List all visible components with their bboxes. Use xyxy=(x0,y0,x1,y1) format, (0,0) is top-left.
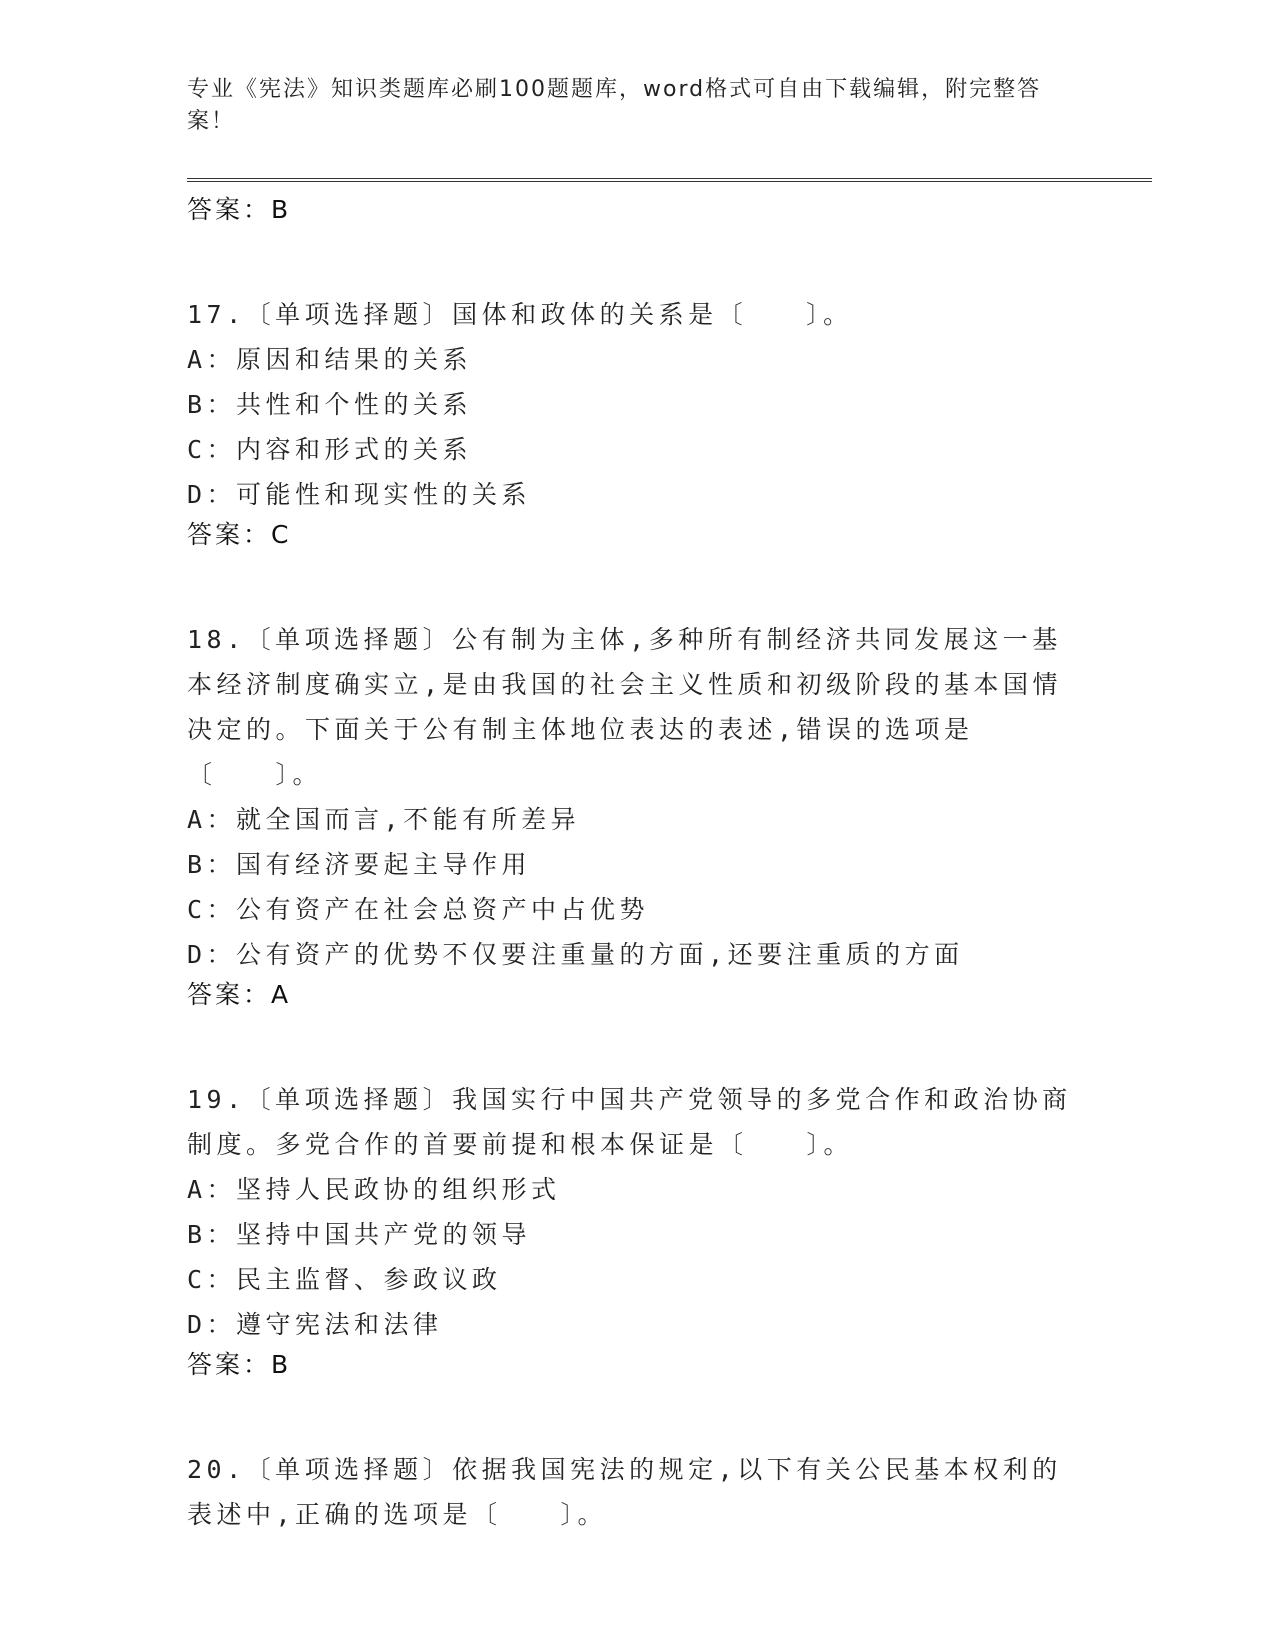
option-c: C：内容和形式的关系 xyxy=(187,435,473,464)
question-stem: 17.〔单项选择题〕国体和政体的关系是〔 〕。 xyxy=(187,300,853,329)
option-d: D：公有资产的优势不仅要注重量的方面,还要注重质的方面 xyxy=(187,940,964,969)
question-item xyxy=(187,617,1087,1013)
question-item xyxy=(187,1077,1087,1383)
option-d: D：可能性和现实性的关系 xyxy=(187,480,532,509)
question-list xyxy=(187,192,1087,1537)
option-c: C：民主监督、参政议政 xyxy=(187,1265,502,1294)
option-b: B：国有经济要起主导作用 xyxy=(187,850,532,879)
header-divider xyxy=(187,178,1152,182)
question-stem: 20.〔单项选择题〕依据我国宪法的规定,以下有关公民基本权利的表述中,正确的选项是〔 〕。 xyxy=(187,1455,1062,1529)
answer-line: 答案：C xyxy=(187,520,292,549)
option-a: A：原因和结果的关系 xyxy=(187,345,473,374)
option-a: A：坚持人民政协的组织形式 xyxy=(187,1175,561,1204)
question-stem: 19.〔单项选择题〕我国实行中国共产党领导的多党合作和政治协商制度。多党合作的首要前提和根本保证是〔 〕。 xyxy=(187,1085,1072,1159)
option-b: B：共性和个性的关系 xyxy=(187,390,473,419)
question-item xyxy=(187,292,1087,553)
question-stem: 18.〔单项选择题〕公有制为主体,多种所有制经济共同发展这一基本经济制度确实立,是由我国的社会主义性质和初级阶段的基本国情决定的。下面关于公有制主体地位表达的表述,错误的选项是〔 〕。 xyxy=(187,625,1063,789)
option-a: A：就全国而言,不能有所差异 xyxy=(187,805,581,834)
question-item xyxy=(187,1447,1087,1537)
answer-line: 答案：B xyxy=(187,195,292,224)
page-header: 专业《宪法》知识类题库必刷100题题库，word格式可自由下载编辑，附完整答案！ xyxy=(187,77,1042,134)
option-b: B：坚持中国共产党的领导 xyxy=(187,1220,532,1249)
option-c: C：公有资产在社会总资产中占优势 xyxy=(187,895,650,924)
option-d: D：遵守宪法和法律 xyxy=(187,1310,443,1339)
answer-line: 答案：B xyxy=(187,1350,292,1379)
answer-line: 答案：A xyxy=(187,980,292,1009)
